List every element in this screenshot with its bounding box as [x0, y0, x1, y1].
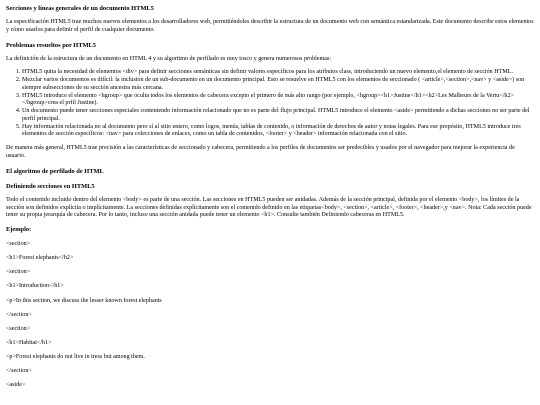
algorithm-heading: El algoritmo de perfilado de HTML — [6, 167, 104, 175]
code-line: <section> — [6, 325, 31, 332]
code-line: <h1>Habitat</h1> — [6, 339, 52, 346]
defining-sections-paragraph: Todo el contenido incluido dentro del elemento <body> es parte de una sección. Las secciones en HTML5 pueden ser anidadas. Además de la sección principal, definida por el elemento <body>, los límites de la sección son definidos explícita o implícitamente. La secciones definidas explícitamente son el contenido definido en las etiquetas<body>, <section>, <article>, <footer>, <header>,y <nav>. Nota: Cada sección puede tener su propia jerarquía de cabecera. Por lo tanto, incluso una sección anidada puede tener un elemento <h1>. Consulte también Definiendo cabeceras en HTML5. — [6, 196, 532, 219]
document-title: Secciones y líneas generales de un documento HTML5 — [6, 5, 154, 12]
problems-heading: Problemas resueltos por HTML5 — [6, 41, 96, 49]
code-line: <p>Forest elephants do not live in tress but among them. — [6, 354, 145, 361]
code-line: <h1>Forest elephants</h2> — [6, 255, 74, 262]
code-line: <section> — [6, 241, 31, 248]
summary-paragraph: De manera más general, HTML5 trae precisión a las características de seccionado y cabecera, permitiendo a los perfiles de documentos ser predecibles y usados por el navegador para mejorar la experiencia de usuario. — [6, 145, 515, 159]
code-line: <aside> — [6, 382, 26, 389]
problems-intro: La definición de la estructura de un documento en HTML 4 y su algoritmo de perfilado es muy tosco y genera numerosos problemas: — [6, 55, 332, 62]
code-line: <p>In this section, we discuss the lesser known forest elephants — [6, 297, 162, 304]
problems-list — [6, 69, 534, 139]
problem-item: 1. HTML5 quita la necesidad de elementos <div> para definir secciones semánticas sin definir valores específicos para los atributos class, introduciendo un nuevo elemento,el elemento de sección HTML. — [22, 69, 534, 77]
problem-item: 2. Mezclar varios documentos es difícil: la inclusión de un sub-documento en un documento principal. Esto se resuelve en HTML5 con los elementos de seccionado ( <article>,<section>,<nav> y <aside>) son siempre subsecciones de su sección ancestra más cercana. — [22, 77, 534, 92]
example-label: Ejemplo: — [6, 225, 32, 233]
intro-paragraph: La especificación HTML5 trae muchos nuevos elementos a los desarrolladores web, permitiéndoles describir la estructura de un documento web con semántica estandarizada. Este documento describe estos elementos y cómo usarlos para definir el perfil de cualquier documento. — [6, 19, 534, 33]
problem-item: 5. Hay información relacionada no al documento pero sí al sitio entero, como logos, menús, tablas de contenido, o información de derechos de autor y notas legales. Para ese propósito, HTML5 introduce tres elementos de sección específicos: <nav> para colecciones de enlaces, como un tabla de contenidos, <footer> y <header> información relacionada con el sitio. — [22, 124, 534, 139]
code-line: </section> — [6, 368, 32, 375]
problem-item: 3. HTML5 introduce el elemento <hgroup> que oculta todos los elementos de cabecera excepto el primero de más alto rango (por ejemplo, <hgroup><h1>Justine</h1><h2>Les Malheurs de la Vertu</h2></hgroup>crea el prfil Justine). — [22, 93, 534, 108]
code-line: <section> — [6, 269, 31, 276]
code-line: <h1>Introduction</h1> — [6, 283, 64, 290]
defining-sections-heading: Definiendo secciones en HTML5 — [6, 182, 95, 190]
problem-item: 4. Un documento puede tener secciones especiales conteniendo información relacionado que no es parte del flujo principal. HTML5 introduce el elemento <aside> permitiendo a dichas secciones no ser parte del perfil principal. — [22, 108, 534, 123]
code-line: </section> — [6, 311, 32, 318]
